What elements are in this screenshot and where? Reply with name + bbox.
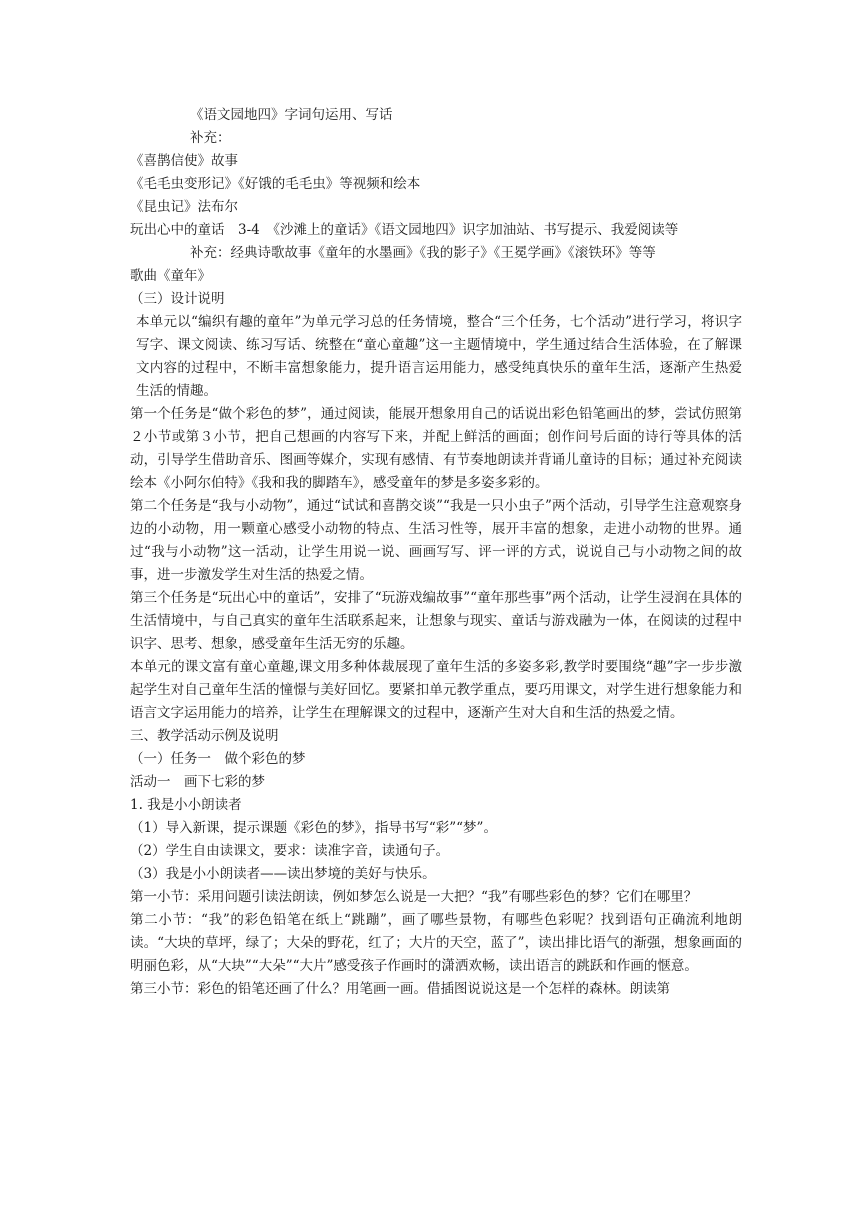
section-heading: （三）设计说明 bbox=[130, 291, 225, 307]
text-line: 《语文园地四》字词句运用、写话 bbox=[190, 107, 393, 123]
text-paragraph: 第一小节：采用问题引读法朗读，例如梦怎么说是一大把？“我”有哪些彩色的梦？它们在哪里？ bbox=[130, 889, 698, 905]
text-line: 歌曲《童年》 bbox=[130, 268, 211, 284]
text-paragraph: 玩出心中的童话 3-4 《沙滩上的童话》《语文园地四》识字加油站、书写提示、我爱阅读等 bbox=[130, 222, 679, 238]
document-body bbox=[130, 104, 742, 1001]
text-line: 《昆虫记》法布尔 bbox=[130, 199, 238, 215]
text-paragraph: 第二小节：“我”的彩色铅笔在纸上“跳蹦”，画了哪些景物，有哪些色彩呢？找到语句正确流利地朗读。“大块的草坪，绿了；大朵的野花，红了；大片的天空，蓝了”，读出排比语气的渐强，想象画面的明丽色彩，从“大块”“大朵”“大片”感受孩子作画时的潇洒欢畅，读出语言的跳跃和作画的惬意。 bbox=[130, 912, 742, 974]
activity-heading: 活动一 画下七彩的梦 bbox=[130, 774, 265, 790]
text-paragraph: 第二个任务是“我与小动物”，通过“试试和喜鹊交谈”“我是一只小虫子”两个活动，引导学生注意观察身边的小动物，用一颗童心感受小动物的特点、生活习性等，展开丰富的想象，走进小动物的世界。通过“我与小动物”这一活动，让学生用说一说、画画写写、评一评的方式，说说自己与小动物之间的故事，进一步激发学生对生活的热爱之情。 bbox=[130, 498, 742, 583]
text-line: （2）学生自由读课文，要求：读准字音，读通句子。 bbox=[130, 843, 450, 859]
text-line: （1）导入新课，提示课题《彩色的梦》，指导书写“彩”“梦”。 bbox=[130, 820, 497, 836]
section-heading: 三、教学活动示例及说明 bbox=[130, 728, 279, 744]
text-paragraph: 本单元以“编织有趣的童年”为单元学习总的任务情境，整合“三个任务，七个活动”进行学习，将识字写字、课文阅读、练习写话、统整在“童心童趣”这一主题情境中，学生通过结合生活体验，在了解课文内容的过程中，不断丰富想象能力，提升语言运用能力，感受纯真快乐的童年生活，逐渐产生热爱生活的情趣。 bbox=[136, 314, 742, 399]
subsection-heading: （一）任务一 做个彩色的梦 bbox=[130, 751, 306, 767]
text-paragraph: 本单元的课文富有童心童趣,课文用多种体裁展现了童年生活的多姿多彩,教学时要围绕“趣”字一步步激起学生对自己童年生活的憧憬与美好回忆。要紧扣单元教学重点，要巧用课文，对学生进行想象能力和语言文字运用能力的培养，让学生在理解课文的过程中，逐渐产生对大自和生活的热爱之情。 bbox=[130, 659, 742, 721]
text-line: 第三小节：彩色的铅笔还画了什么？用笔画一画。借插图说说这是一个怎样的森林。朗读第 bbox=[130, 981, 670, 997]
text-paragraph: 第一个任务是“做个彩色的梦”，通过阅读，能展开想象用自己的话说出彩色铅笔画出的梦，尝试仿照第２小节或第３小节，把自己想画的内容写下来，并配上鲜活的画面；创作问号后面的诗行等具体的活动，引导学生借助音乐、图画等媒介，实现有感情、有节奏地朗读并背诵儿童诗的目标；通过补充阅读绘本《小阿尔伯特》《我和我的脚踏车》，感受童年的梦是多姿多彩的。 bbox=[130, 406, 742, 491]
text-line: 《喜鹊信使》故事 bbox=[130, 153, 238, 169]
text-line: 补充： bbox=[190, 130, 231, 146]
text-line: 补充：经典诗歌故事《童年的水墨画》《我的影子》《王冕学画》《滚铁环》等等 bbox=[190, 245, 656, 261]
text-paragraph: 第三个任务是“玩出心中的童话”，安排了“玩游戏编故事”“童年那些事”两个活动，让学生浸润在具体的生活情境中，与自己真实的童年生活联系起来，让想象与现实、童话与游戏融为一体，在阅读的过程中识字、思考、想象，感受童年生活无穷的乐趣。 bbox=[130, 590, 742, 652]
text-line: 《毛毛虫变形记》《好饿的毛毛虫》等视频和绘本 bbox=[130, 176, 421, 192]
text-line: 1. 我是小小朗读者 bbox=[130, 797, 242, 813]
text-line: （3）我是小小朗读者——读出梦境的美好与快乐。 bbox=[130, 866, 436, 882]
